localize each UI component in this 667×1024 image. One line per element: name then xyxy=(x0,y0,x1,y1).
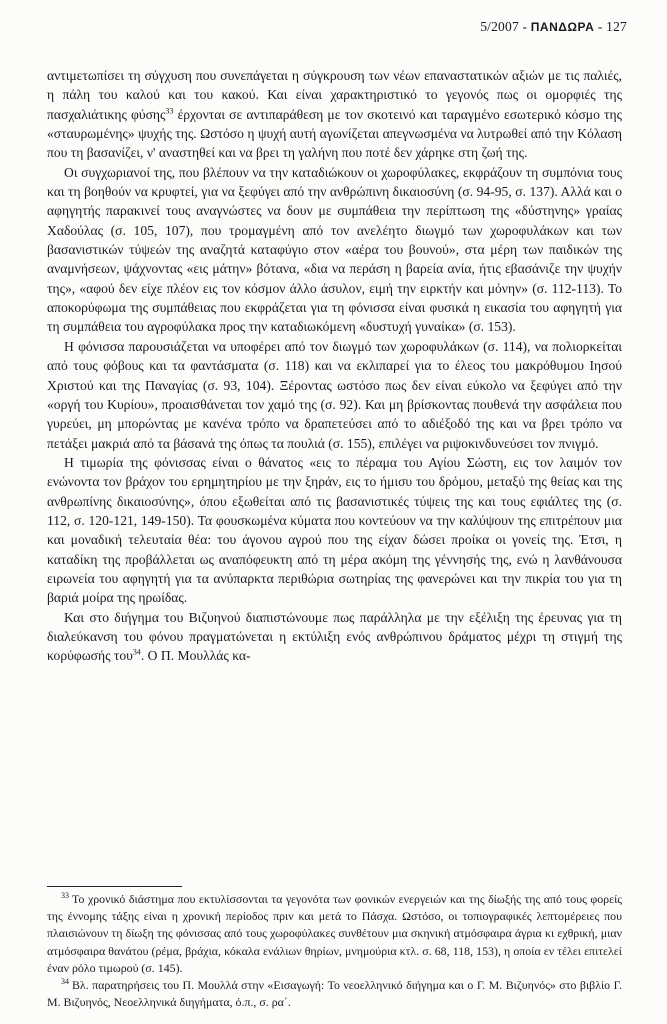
journal-name: ΠΑΝΔΩΡΑ xyxy=(530,20,595,34)
footnote-divider xyxy=(47,886,182,887)
header-separator: - xyxy=(597,19,603,34)
footnote-34: $^{34}$ Βλ. παρατηρήσεις του Π. Μουλλά στην «Εισαγωγή: Το νεοελληνικό διήγημα και ο Γ. Μ. Βιζυηνός» στο βιβλίο Γ. Μ. Βιζυηνός, Νεοελληνικά διηγήματα, ό.π., σ. ρα΄. xyxy=(47,977,622,1010)
paragraph-4: Η τιμωρία της φόνισσας είναι ο θάνατος «εις το πέραμα του Αγίου Σώστη, εις τον λαιμόν τον ενώνοντα τον βράχον του ερημητηρίου με την ξηράν, εις το ήμισυ του δρόμου, μεταξύ της θείας και της ανθρωπίνης δικαιοσύνης», όπου εξωθείται από τις βασανιστικές τύψεις της και τους εφιάλτες της (σ. 112, σ. 120-121, 149-150). Τα φουσκωμένα κύματα που κοντεύουν να την καλύψουν της επιτρέπουν μια και μοναδική τελευταία θέα: του άγονου αγρού που της είχαν δώσει προίκα οι γονείς της. Έτσι, η καταδίκη της προβάλλεται ως αναπόφευκτη από τη μέρα ακόμη της γέννησής της, ενώ η λανθάνουσα ειρωνεία του αφηγητή για τα ανύπαρκτα περιθώρια σωτηρίας της φανερώνει και την πικρία του για τη βαριά μοίρα της ηρωίδας. xyxy=(47,454,622,606)
footnote-number: 34 xyxy=(61,977,69,987)
paragraph-3: Η φόνισσα παρουσιάζεται να υποφέρει από τον διωγμό των χωροφυλάκων (σ. 114), να πολιορκείται από τους φόβους και τα φαντάσματα (σ. 118) και να εκλιπαρεί για το έλεος του μακρόθυμου Ιησού Χριστού και της Παναγίας (σ. 93, 104). Ξέροντας ωστόσο πως δεν είναι εύκολο να ξεφύγει από την «οργή του Κυρίου», προαισθάνεται τον χαμό της (σ. 92). Και μη βρίσκοντας πουθενά την ασφάλεια που γυρεύει, μη μπορώντας με κανένα τρόπο να δραπετεύσει από το αδιέξοδό της και να βρει τρόπο να πετάξει μακριά από τα βάσανά της όπως τα πουλιά (σ. 155), επιλέγει να ριψοκινδυνεύσει τον πνιγμό. xyxy=(47,338,622,451)
paragraph-5: Και στο διήγημα του Βιζυηνού διαπιστώνουμε πως παράλληλα με την εξέλιξη της έρευνας για τη διαλεύκανση του φόνου πραγματώνεται η εκτύλιξη ενός ανθρώπινου δράματος μέχρι τη στιγμή της κορύφωσής του$^{34}$. Ο Π. Μουλλάς κα- xyxy=(47,609,622,664)
page-number: 127 xyxy=(606,19,627,34)
footnote-33: $^{33}$ Το χρονικό διάστημα που εκτυλίσσονται τα γεγονότα των φονικών ενεργειών και της δίωξής της από τους φορείς της έννομης τάξης είναι η χρονική περίοδος πριν και μετά το Πάσχα. Ωστόσο, οι τοπιογραφικές λεπτομέρειες που πλαισιώνουν τη δίωξη της φόνισσας από τους χωροφύλακες συνθέτουν μια σκηνική ατμόσφαιρα άγρια κι εχθρική, μιαν ατμόσφαιρα θανάτου (ρέμα, βράχια, κόκαλα ενάλιων θηρίων, μνημούρια κτλ. σ. 68, 118, 153), η οποία εν τέλει επιτελεί έναν ρόλο τιμωρού (σ. 145). xyxy=(47,891,622,975)
issue-number: 5/2007 - xyxy=(480,19,528,34)
footnote-number: 33 xyxy=(61,891,69,901)
footnote-ref-33[interactable]: 33 xyxy=(165,106,174,116)
paragraph-2: Οι συγχωριανοί της, που βλέπουν να την καταδιώκουν οι χωροφύλακες, εκφράζουν τη συμπόνια τους και τη βοηθούν να κρυφτεί, για να ξεφύγει από την ανθρώπινη δικαιοσύνη (σ. 94-95, σ. 137). Αλλά και ο αφηγητής παρακινεί τους αναγνώστες να δουν με συμπάθεια την περίπτωση της «δύστηνης» γραίας Χαδούλας (σ. 105, 107), που τρομαγμένη από τον ανελέητο διωγμό των χωροφυλάκων και των βασανιστικών τύψεών της αναζητά καταφύγιο στον «αέρα του βουνού», στα μέρη των παιδικών της αναμνήσεων, ψάχνοντας «εις μάτην» βότανα, «δια να περάση η βαρεία ανία, ήτις εβασάνιζε την ψυχήν της», «αφού δεν είχε πλέον εις τον κόσμον άλλο άσυλον, ειμή την ειρκτήν και μόνην» (σ. 112-113). Το αποκορύφωμα της συμπάθειας που εκφράζεται για τη φόνισσα είναι φυσικά η εικασία του αφηγητή για τη συμπάθεια του αγροφύλακα προς την καταδιωκόμενη «δυστυχή γυναίκα» (σ. 153). xyxy=(47,164,622,335)
footnote-ref-34[interactable]: 34 xyxy=(132,647,141,657)
running-header xyxy=(480,19,627,35)
footnotes xyxy=(47,891,622,1011)
paragraph-1: αντιμετωπίσει τη σύγχυση που συνεπάγεται η σύγκρουση των νέων επαναστατικών αξιών με τις παλιές, η πάλη του καλού και του κακού. Και είναι χαρακτηριστικό το γεγονός πως οι ομορφιές της πασχαλιάτικης φύσης$^{33}$ έρχονται σε αντιπαράθεση με τον σκοτεινό και ταραγμένο εσωτερικό κόσμο της «σταυρωμένης» ψυχής της. Ωστόσο η ψυχή αυτή αγωνίζεται απεγνωσμένα να λυτρωθεί από την Κόλαση που τη βασανίζει, ν' αναστηθεί και να βρει τη γαλήνη που ποτέ δεν χάρηκε στη ζωή της. xyxy=(47,68,622,161)
body-text xyxy=(47,66,622,666)
